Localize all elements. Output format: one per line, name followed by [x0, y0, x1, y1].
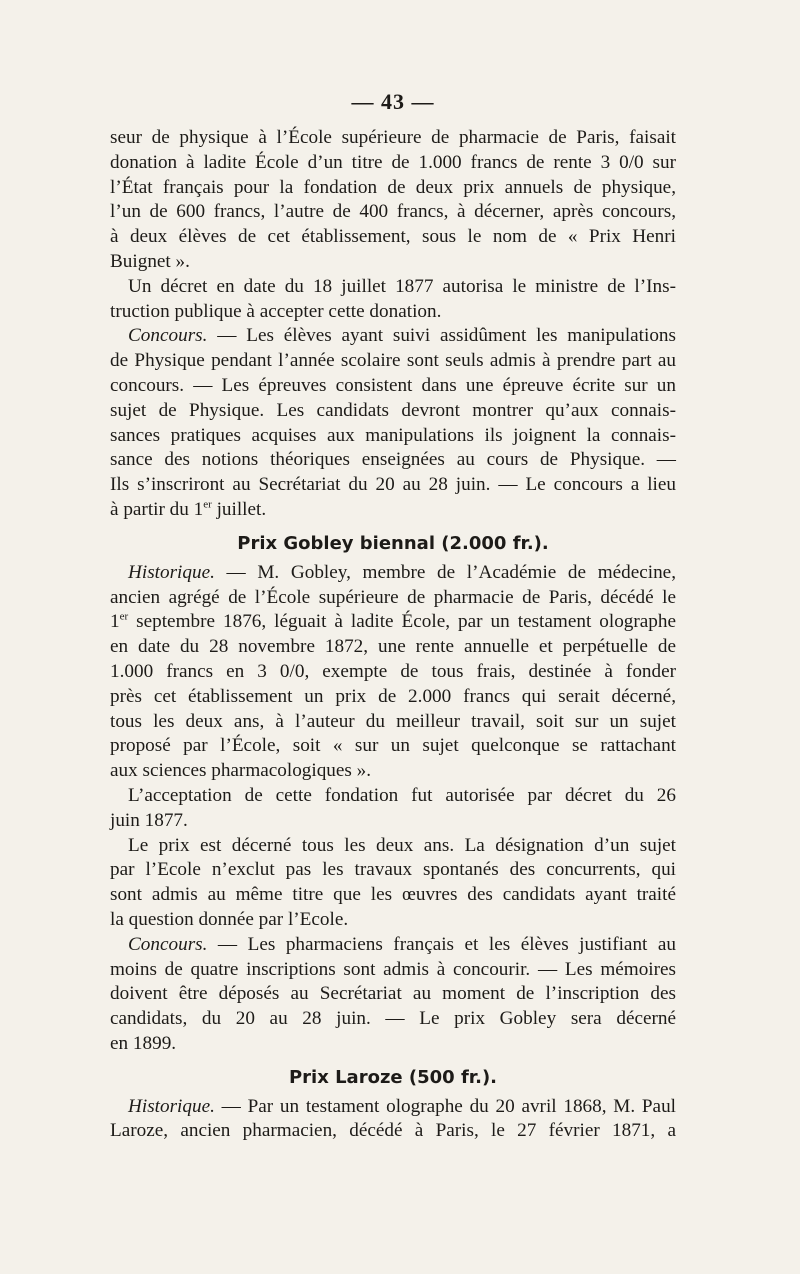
text-line: sance des notions théoriques enseignées au cours de Physique. —: [110, 449, 676, 471]
paragraph-donation-buignet: [110, 126, 676, 275]
paragraph-concours-physique: [110, 324, 676, 522]
text-line: par l’Ecole n’exclut pas les travaux spontanés des concurrents, qui: [110, 859, 676, 881]
text-line: en date du 28 novembre 1872, une rente annuelle et perpétuelle de: [110, 636, 676, 658]
ordinal-suffix: er: [203, 498, 212, 511]
text-line: Le prix est décerné tous les deux ans. La désignation d’un sujet: [128, 834, 676, 856]
text-line: [110, 933, 676, 958]
text-line: l’un de 600 francs, l’autre de 400 francs, à décerner, après concours,: [110, 201, 676, 223]
text-run: à partir du 1: [110, 498, 204, 520]
text-line: moins de quatre inscriptions sont admis à concourir. — Les mémoires: [110, 958, 676, 980]
text-line: en 1899.: [110, 1032, 177, 1054]
paragraph-historique-laroze: [110, 1095, 676, 1145]
text-line: sont admis au même titre que les œuvres des candidats ayant traité: [110, 884, 676, 906]
concours-label: Concours.: [128, 933, 208, 955]
text-line: [110, 1095, 676, 1120]
paragraph-concours-gobley: [110, 933, 676, 1057]
historique-label: Historique.: [128, 1095, 215, 1117]
text-line: ancien agrégé de l’École supérieure de pharmacie de Paris, décédé le: [110, 586, 676, 608]
text-line: sances pratiques acquises aux manipulations ils joignent la connais-: [110, 424, 676, 446]
text-line: à deux élèves de cet établissement, sous le nom de « Prix Henri: [110, 226, 676, 248]
text-line: l’État français pour la fondation de deux prix annuels de physique,: [110, 176, 676, 198]
text-line: la question donnée par l’Ecole.: [110, 908, 349, 930]
page-number: — 43 —: [351, 89, 435, 114]
text-run: juillet.: [211, 498, 267, 520]
text-line: [110, 324, 676, 349]
text-line: proposé par l’École, soit « sur un sujet quelconque se rattachant: [110, 735, 676, 757]
text-line: juin 1877.: [110, 809, 188, 831]
text-line: sujet de Physique. Les candidats devront montrer qu’aux connais-: [110, 399, 676, 421]
section-title-prix-gobley: Prix Gobley biennal (2.000 fr.).: [237, 532, 549, 554]
text-line: 1.000 francs en 3 0/0, exempte de tous frais, destinée à fonder: [110, 660, 676, 682]
ordinal-suffix: er: [119, 610, 129, 623]
paragraph-acceptation: [110, 784, 676, 834]
text-run: septembre 1876, léguait à ladite École, par un testament olographe: [128, 611, 676, 633]
text-run: — Les élèves ayant suivi assidûment les manipulations: [207, 325, 676, 347]
text-line: Laroze, ancien pharmacien, décédé à Paris, le 27 février 1871, a: [110, 1120, 676, 1142]
text-line: L’acceptation de cette fondation fut autorisée par décret du 26: [128, 784, 676, 806]
text-line: seur de physique à l’École supérieure de pharmacie de Paris, faisait: [110, 127, 676, 148]
text-run: — Par un testament olographe du 20 avril 1868, M. Paul: [214, 1095, 676, 1117]
paragraph-prix-biennal: [110, 834, 676, 933]
document-page: [110, 88, 676, 1144]
section-title-prix-laroze: Prix Laroze (500 fr.).: [288, 1066, 498, 1088]
text-line: candidats, du 20 au 28 juin. — Le prix Gobley sera décerné: [110, 1008, 676, 1030]
text-run: — Les pharmaciens français et les élèves justifiant au: [207, 933, 676, 955]
text-line: aux sciences pharmacologiques ».: [110, 760, 372, 782]
text-line: [110, 498, 676, 523]
text-line: Buignet ».: [110, 250, 190, 272]
text-line: truction publique à accepter cette donation.: [110, 300, 442, 322]
text-line: Un décret en date du 18 juillet 1877 autorisa le ministre de l’Ins-: [128, 275, 676, 297]
text-line: près cet établissement un prix de 2.000 francs qui serait décerné,: [110, 685, 676, 707]
text-line: concours. — Les épreuves consistent dans une épreuve écrite sur un: [110, 374, 676, 396]
text-line: de Physique pendant l’année scolaire sont seuls admis à prendre part au: [110, 350, 676, 372]
paragraph-decret-1877: [110, 275, 676, 325]
text-line: doivent être déposés au Secrétariat au moment de l’inscription des: [110, 983, 676, 1005]
paragraph-historique-gobley: [110, 561, 676, 784]
historique-label: Historique.: [128, 561, 215, 583]
text-run: 1: [110, 611, 120, 633]
concours-label: Concours.: [128, 325, 208, 347]
text-line: donation à ladite École d’un titre de 1.000 francs de rente 3 0/0 sur: [110, 151, 676, 173]
text-line: Ils s’inscriront au Secrétariat du 20 au 28 juin. — Le concours a lieu: [110, 474, 676, 496]
text-line: tous les deux ans, à l’auteur du meilleur travail, soit sur un sujet: [110, 710, 676, 732]
text-run: — M. Gobley, membre de l’Académie de médecine,: [214, 561, 676, 583]
text-line: [110, 610, 676, 635]
text-line: [110, 561, 676, 586]
